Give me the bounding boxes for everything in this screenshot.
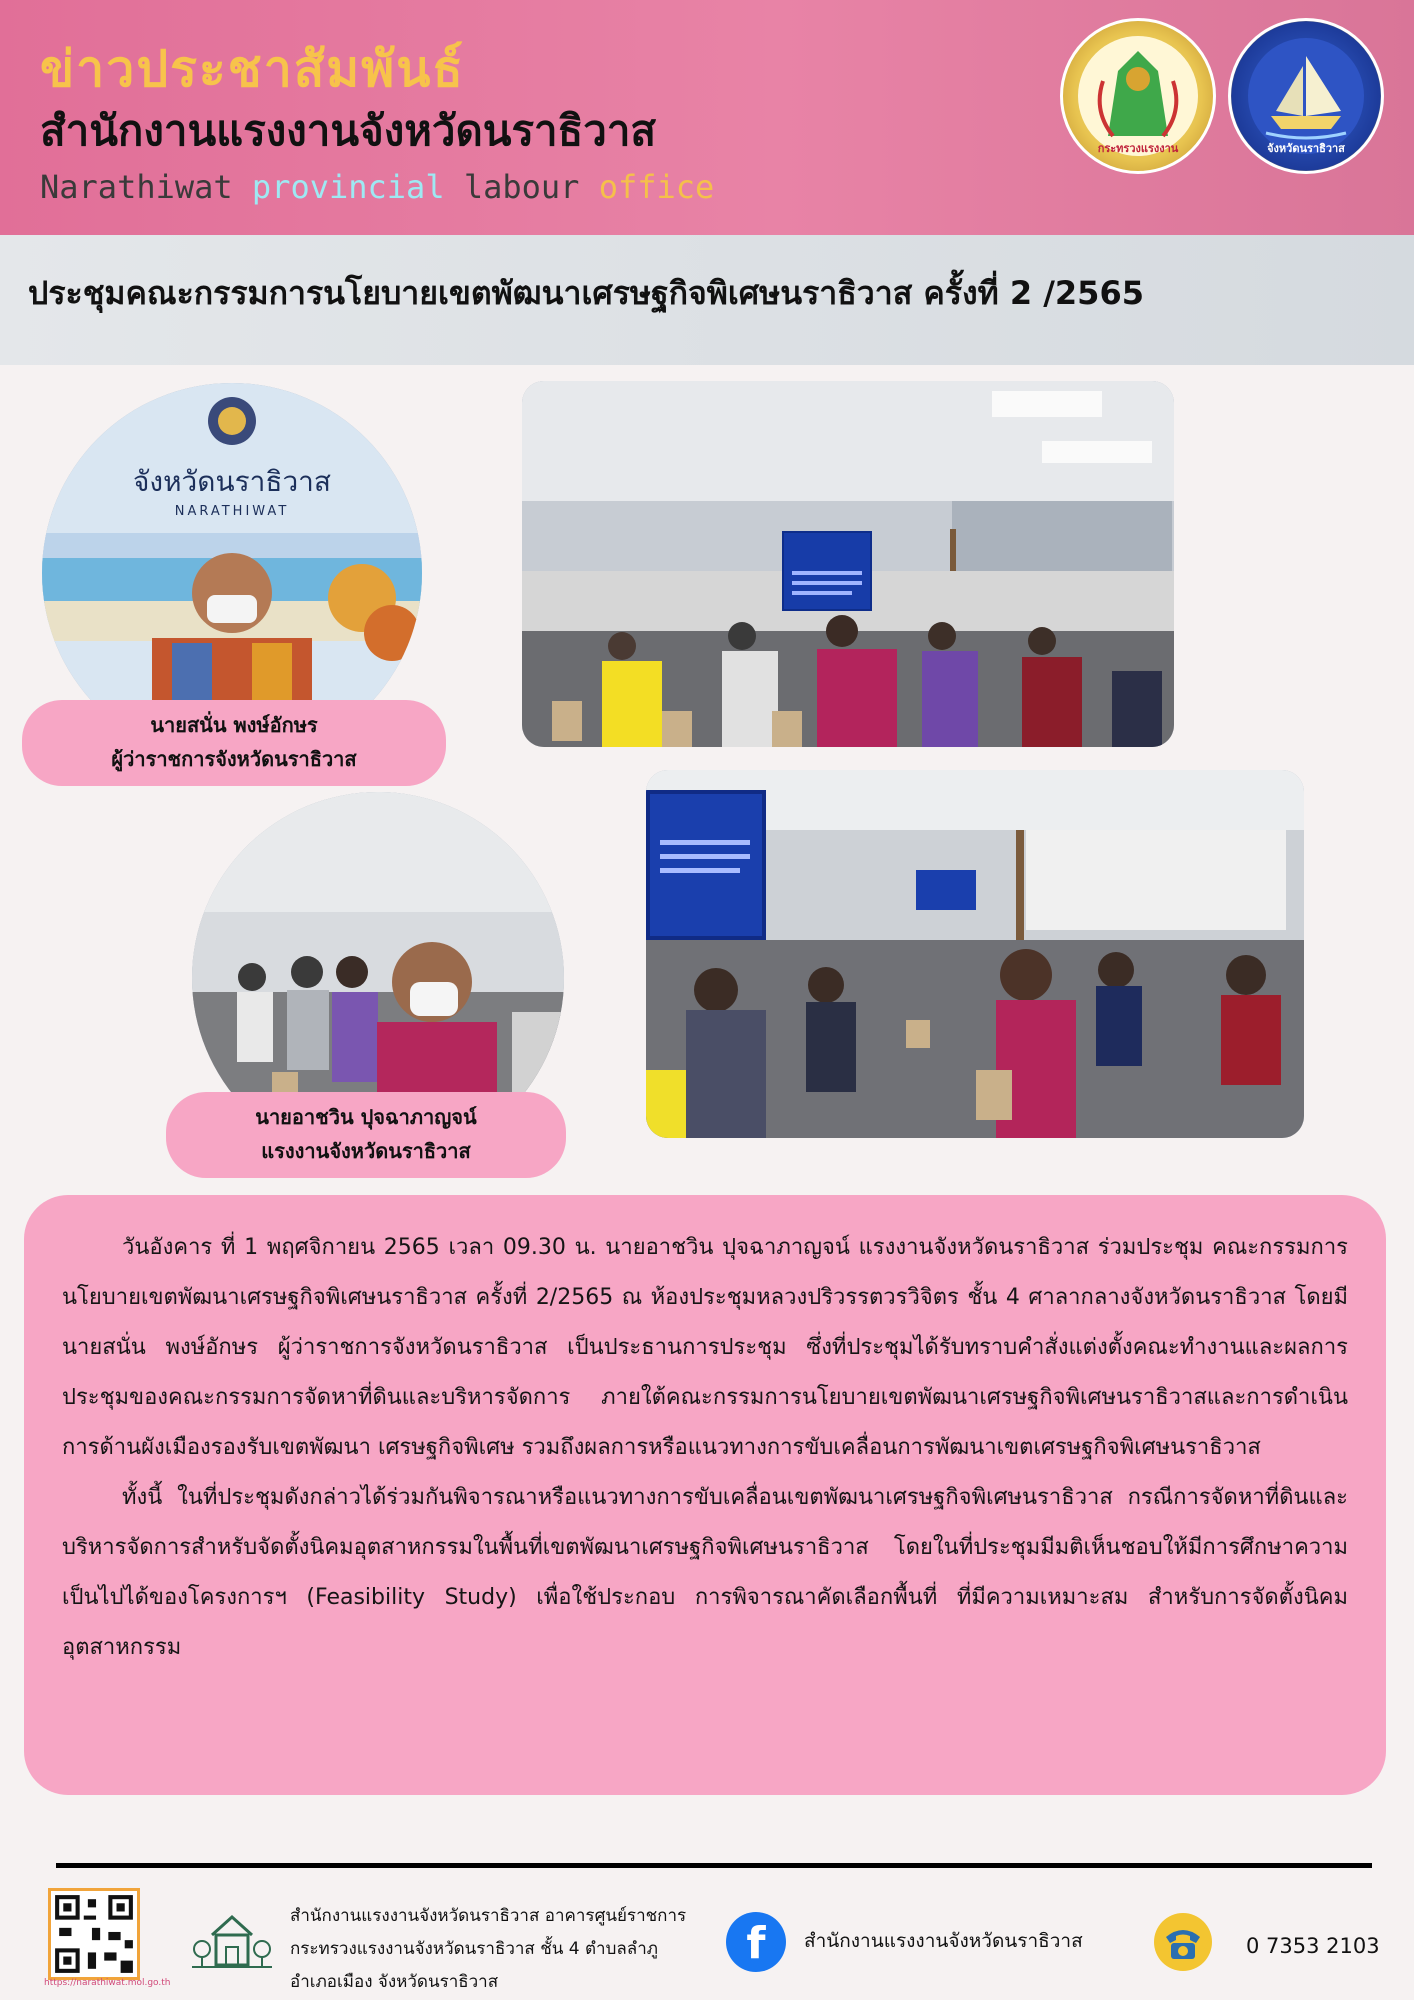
office-name-en xyxy=(40,168,714,206)
office-name-en-word2: provincial xyxy=(251,168,445,206)
qr-code-icon[interactable] xyxy=(48,1888,140,1980)
news-title: ข่าวประชาสัมพันธ์ xyxy=(40,40,465,98)
office-address xyxy=(290,1900,686,1999)
office-name-en-word3: labour xyxy=(463,168,580,206)
phone-icon xyxy=(1154,1913,1212,1971)
header-banner xyxy=(0,0,1414,235)
body-paragraph-2: ทั้งนี้ ในที่ประชุมดังกล่าวได้ร่วมกันพิจารณาหรือแนวทางการขับเคลื่อนเขตพัฒนาเศรษฐกิจพิเศษนราธิวาส กรณีการจัดหาที่ดินและบริหารจัดการสำหรับจัดตั้งนิคมอุตสาหกรรมในพื้นที่เขตพัฒนาเศรษฐกิจพิเศษนราธิวาส โดยในที่ประชุมมีมติเห็นชอบให้มีการศึกษาความเป็นไปได้ของโครงการฯ (Feasibility Study) เพื่อใช้ประกอบ การพิจารณาคัดเลือกพื้นที่ ที่มีความเหมาะสม สำหรับการจัดตั้งนิคมอุตสาหกรรม xyxy=(62,1485,1348,1660)
address-line-3: อำเภอเมือง จังหวัดนราธิวาส xyxy=(290,1972,499,1992)
province-logo-label: จังหวัดนราธิวาส xyxy=(1267,142,1345,155)
office-name-en-word4: office xyxy=(598,168,715,206)
caption-labour-officer xyxy=(166,1092,566,1178)
ministry-of-labour-logo xyxy=(1060,18,1216,174)
caption-governor-role: ผู้ว่าราชการจังหวัดนราธิวาส xyxy=(111,747,357,771)
caption-governor-name: นายสนั่น พงษ์อักษร xyxy=(150,713,318,737)
building-icon xyxy=(190,1905,274,1971)
office-name-th: สำนักงานแรงงานจังหวัดนราธิวาส xyxy=(40,106,657,155)
address-line-2: กระทรวงแรงงานจังหวัดนราธิวาส ชั้น 4 ตำบลลำภู xyxy=(290,1939,658,1959)
qr-url[interactable]: https://narathiwat.mol.go.th xyxy=(44,1978,171,1988)
photo-sign-th: จังหวัดนราธิวาส xyxy=(133,465,331,498)
phone-number[interactable]: 0 7353 2103 xyxy=(1246,1934,1380,1958)
photo-sign-en: NARATHIWAT xyxy=(174,504,290,519)
footer-divider xyxy=(56,1863,1372,1868)
caption-officer-name: นายอาชวิน ปุจฉาภาญจน์ xyxy=(255,1105,477,1129)
meeting-room-photo-2 xyxy=(646,770,1304,1138)
headline: ประชุมคณะกรรมการนโยบายเขตพัฒนาเศรษฐกิจพิเศษนราธิวาส ครั้งที่ 2 /2565 xyxy=(28,274,1144,312)
body-paragraph-1: วันอังคาร ที่ 1 พฤศจิกายน 2565 เวลา 09.30 น. นายอาชวิน ปุจฉาภาญจน์ แรงงานจังหวัดนราธิวาส ร่วมประชุม คณะกรรมการนโยบายเขตพัฒนาเศรษฐกิจพิเศษนราธิวาส ครั้งที่ 2/2565 ณ ห้องประชุมหลวงปริวรรตวรวิจิตร ชั้น 4 ศาลากลางจังหวัดนราธิวาส โดยมี นายสนั่น พงษ์อักษร ผู้ว่าราชการจังหวัดนราธิวาส เป็นประธานการประชุม ซึ่งที่ประชุมได้รับทราบคำสั่งแต่งตั้งคณะทำงานและผลการประชุมของคณะกรรมการจัดหาที่ดินและบริหารจัดการ ภายใต้คณะกรรมการนโยบายเขตพัฒนาเศรษฐกิจพิเศษนราธิวาสและการดำเนินการด้านผังเมืองรองรับเขตพัฒนา เศรษฐกิจพิเศษ รวมถึงผลการหรือแนวทางการขับเคลื่อนการพัฒนาเขตเศรษฐกิจพิเศษนราธิวาส xyxy=(62,1235,1348,1460)
caption-officer-role: แรงงานจังหวัดนราธิวาส xyxy=(261,1139,471,1163)
news-body xyxy=(24,1195,1386,1795)
office-name-en-word1: Narathiwat xyxy=(40,168,233,206)
caption-governor xyxy=(22,700,446,786)
address-line-1: สำนักงานแรงงานจังหวัดนราธิวาส อาคารศูนย์ราชการ xyxy=(290,1906,687,1926)
ministry-logo-label: กระทรวงแรงงาน xyxy=(1097,142,1179,155)
facebook-page-name[interactable]: สำนักงานแรงงานจังหวัดนราธิวาส xyxy=(804,1930,1083,1952)
narathiwat-province-logo xyxy=(1228,18,1384,174)
facebook-icon[interactable]: f xyxy=(726,1912,786,1972)
meeting-room-photo-1 xyxy=(522,381,1174,747)
